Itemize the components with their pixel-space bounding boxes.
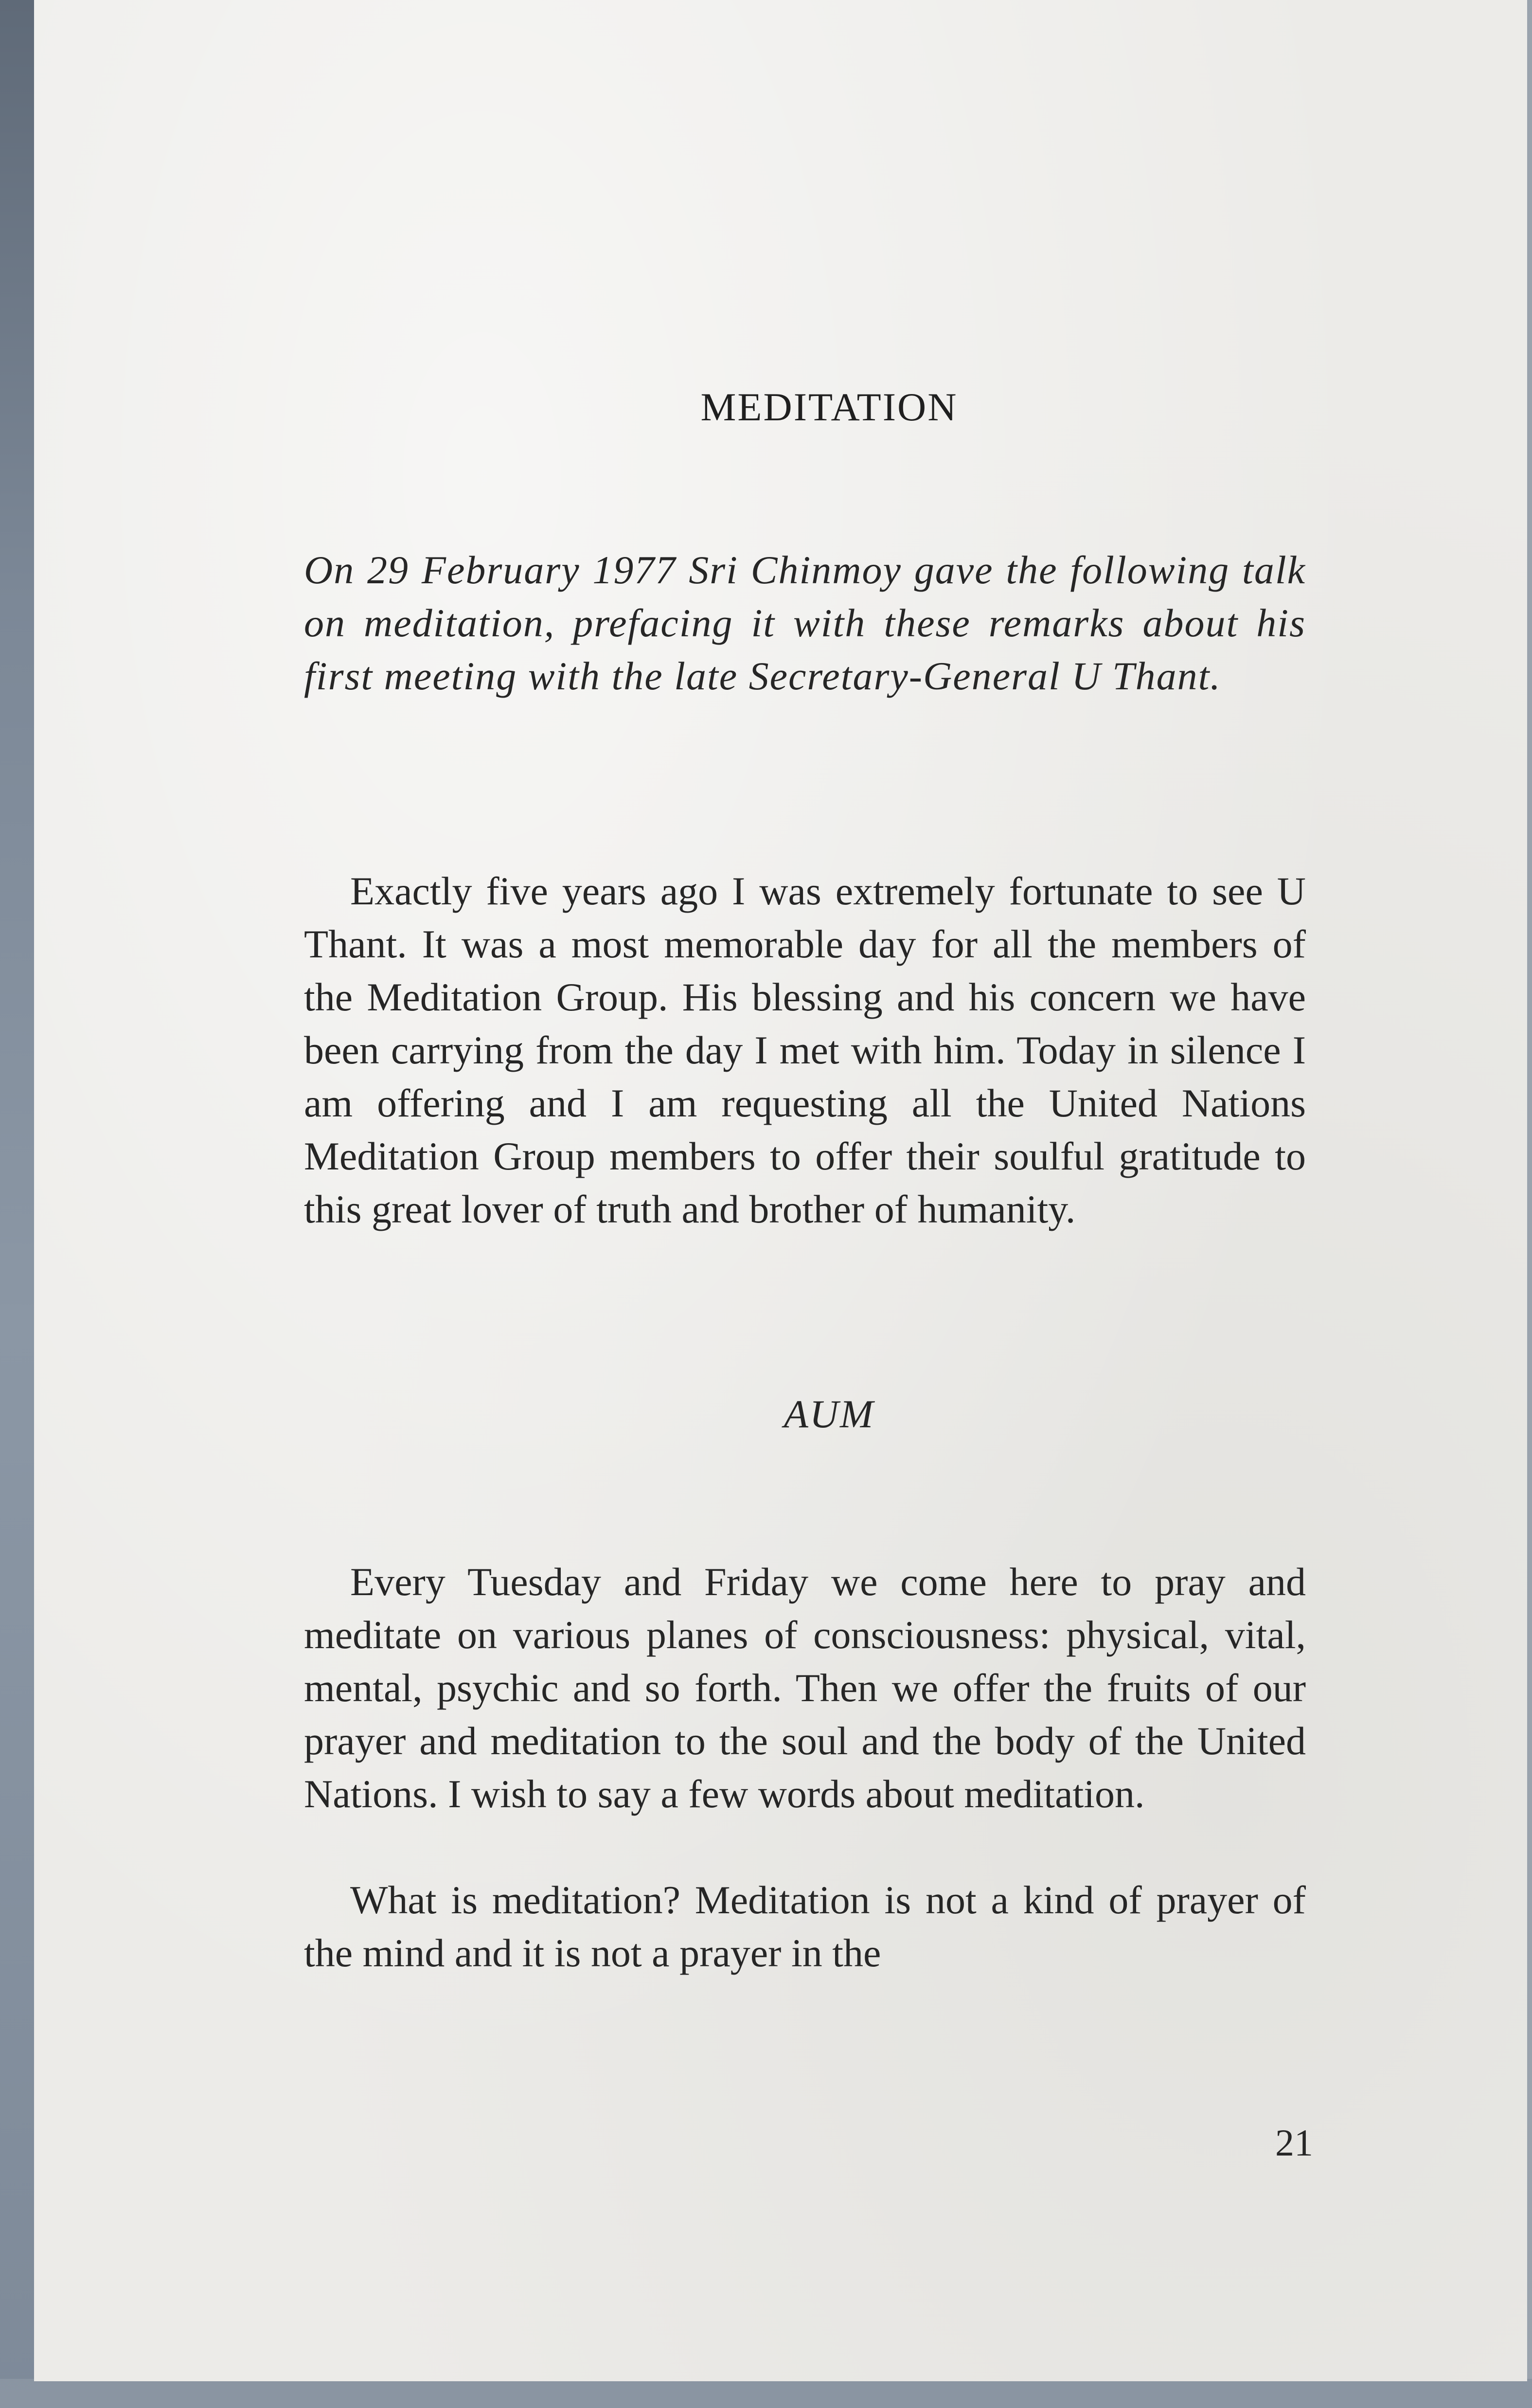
body-paragraph-2 [304, 1555, 1306, 1820]
page-number: 21 [1275, 2121, 1313, 2164]
book-page [34, 0, 1527, 2381]
page-title: MEDITATION [700, 385, 958, 429]
intro-text: On 29 February 1977 Sri Chinmoy gave the following talk on meditation, prefacing it with these remarks about his first meeting with the late Secretary-General U Thant. [304, 548, 1306, 698]
scanner-background-bottom [0, 2379, 1532, 2408]
paragraph-text: Exactly five years ago I was extremely fortunate to see U Thant. It was a most memorable day for all the members of the Meditation Group. His blessing and his concern we have been carrying from the day I met with him. Today in silence I am offering and I am requesting all the United Nations Meditation Group members to offer their soulful gratitude to this great lover of truth and brother of humanity. [304, 869, 1306, 1231]
scanner-background-left [0, 0, 39, 2408]
intro-paragraph [304, 543, 1306, 702]
body-paragraph-1 [304, 864, 1306, 1236]
paragraph-text: Every Tuesday and Friday we come here to pray and meditate on various planes of consciousness: physical, vital, mental, psychic and so forth. Then we offer the fruits of our prayer and meditation to the soul and the body of the United Nations. I wish to say a few words about meditation. [304, 1560, 1306, 1816]
paragraph-text: What is meditation? Meditation is not a kind of prayer of the mind and it is not a prayer in the [304, 1878, 1306, 1975]
body-paragraph-3 [304, 1873, 1306, 1979]
section-heading-aum: AUM [784, 1392, 875, 1436]
